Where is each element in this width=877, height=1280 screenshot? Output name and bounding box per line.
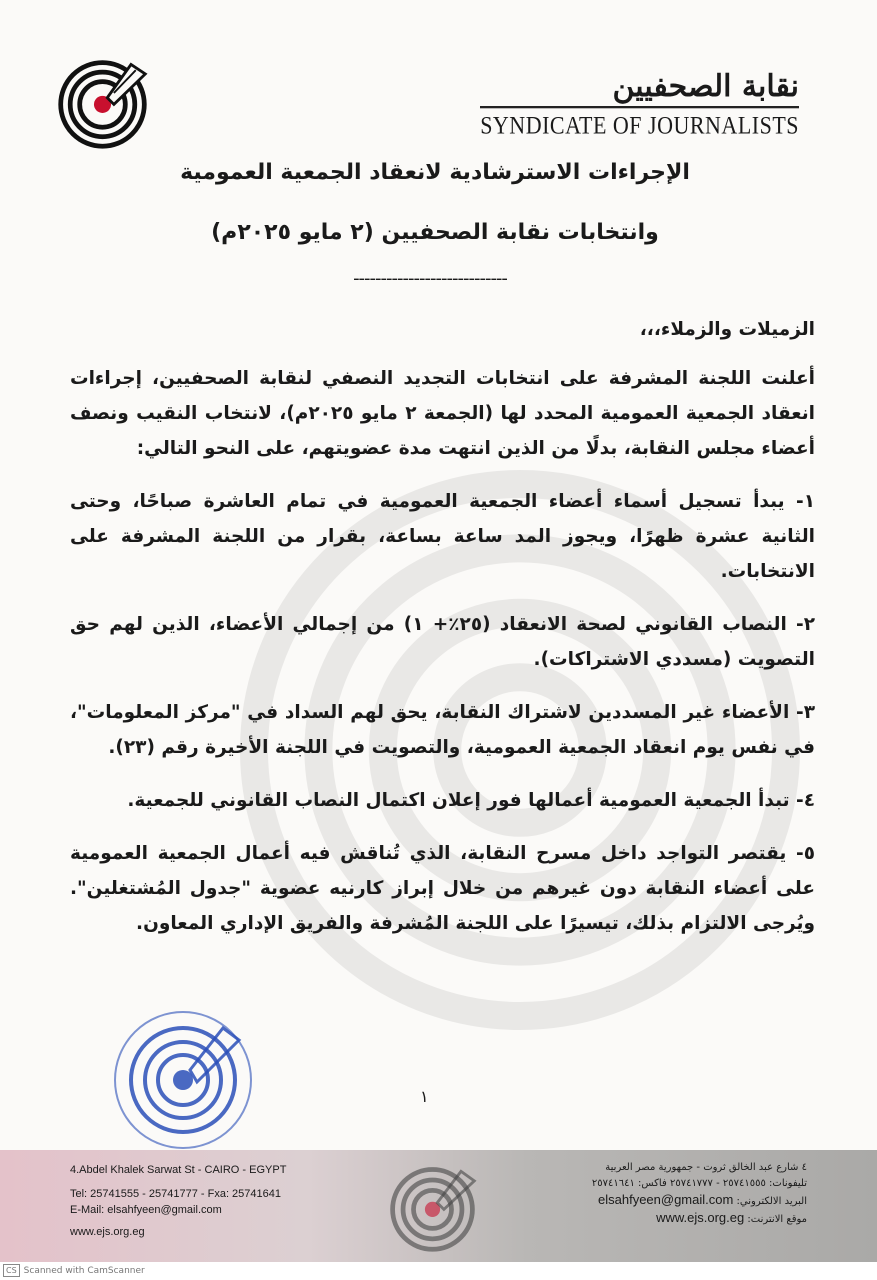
syndicate-stamp-icon (105, 1000, 265, 1150)
footer-web-en: www.ejs.org.eg (70, 1226, 145, 1238)
procedure-item-5: ٥- يقتصر التواجد داخل مسرح النقابة، الذي تُناقش فيه أعمال الجمعية العمومية على أعضاء النقابة دون غيرهم من خلال إبراز كارنيه عضوية "جدول المُشتغلين". ويُرجى الالتزام بذلك، تيسيرًا على اللجنة المُشرفة والفريق الإداري المعاون. (70, 843, 815, 934)
procedure-item-2: ٢- النصاب القانوني لصحة الانعقاد (٢٥٪+ ١) من إجمالي الأعضاء، الذين لهم حق التصويت (مسددي الاشتراكات). (70, 614, 815, 670)
document-title-line2: وانتخابات نقابة الصحفيين (٢ مايو ٢٠٢٥م) (211, 220, 659, 245)
footer-email-ar: elsahfyeen@gmail.com (598, 1192, 734, 1207)
footer-web-ar-row (592, 1210, 807, 1228)
greeting: الزميلات والزملاء،،، (639, 319, 815, 340)
footer-email-label-ar: البريد الالكتروني: (736, 1196, 807, 1207)
footer-email-en: E-Mail: elsahfyeen@gmail.com (70, 1204, 222, 1216)
footer-arabic-contacts (592, 1160, 807, 1228)
syndicate-logo-icon (55, 55, 150, 150)
document-title-line1: الإجراءات الاسترشادية لانعقاد الجمعية العمومية (180, 160, 690, 185)
camscanner-badge: CS (3, 1264, 20, 1277)
footer-tel-ar: تليفونات: ٢٥٧٤١٥٥٥ - ٢٥٧٤١٧٧٧ فاكس: ٢٥٧٤١٦٤١ (591, 1178, 807, 1189)
intro-paragraph: أعلنت اللجنة المشرفة على انتخابات التجديد النصفي لنقابة الصحفيين، إجراءات انعقاد الجمعية العمومية المحدد لها (الجمعة ٢ مايو ٢٠٢٥م)، لانتخاب النقيب ونصف أعضاء مجلس النقابة، بدلًا من الذين انتهت مدة عضويتهم، على النحو التالي: (70, 368, 815, 459)
footer-address-en: 4.Abdel Khalek Sarwat St - CAIRO - EGYPT (70, 1164, 287, 1176)
footer-logo-icon (385, 1160, 480, 1255)
title-separator: ---------------------------- (353, 268, 507, 289)
footer-english-contacts (70, 1162, 286, 1240)
camscanner-text: Scanned with CamScanner (23, 1266, 145, 1276)
procedure-item-1: ١- يبدأ تسجيل أسماء أعضاء الجمعية العمومية في تمام العاشرة صباحًا، وحتى الثانية عشرة ظهرًا، ويجوز المد ساعة بساعة، بقرار من اللجنة المشرفة على الانتخابات. (70, 491, 815, 582)
brand-arabic: نقابة الصحفيين (612, 69, 799, 104)
page-number: ١ (420, 1087, 429, 1106)
brand-english: SYNDICATE OF JOURNALISTS (480, 106, 799, 141)
document-body (70, 312, 815, 959)
footer-address-ar: ٤ شارع عبد الخالق ثروت - جمهورية مصر العربية (605, 1162, 807, 1173)
brand-block (480, 69, 799, 140)
procedure-item-3: ٣- الأعضاء غير المسددين لاشتراك النقابة، يحق لهم السداد في "مركز المعلومات"، في نفس يوم انعقاد الجمعية العمومية، والتصويت في اللجنة الأخيرة رقم (٢٣). (70, 702, 815, 758)
footer-web-label-ar: موقع الانترنت: (747, 1214, 807, 1225)
letterhead-footer (0, 1150, 877, 1262)
footer-email-ar-row (592, 1192, 807, 1210)
scanner-watermark-bar (0, 1262, 877, 1280)
procedure-item-4: ٤- تبدأ الجمعية العمومية أعمالها فور إعلان اكتمال النصاب القانوني للجمعية. (127, 790, 815, 811)
footer-web-ar: www.ejs.org.eg (656, 1210, 745, 1225)
footer-tel-en: Tel: 25741555 - 25741777 - Fxa: 25741641 (70, 1188, 281, 1200)
